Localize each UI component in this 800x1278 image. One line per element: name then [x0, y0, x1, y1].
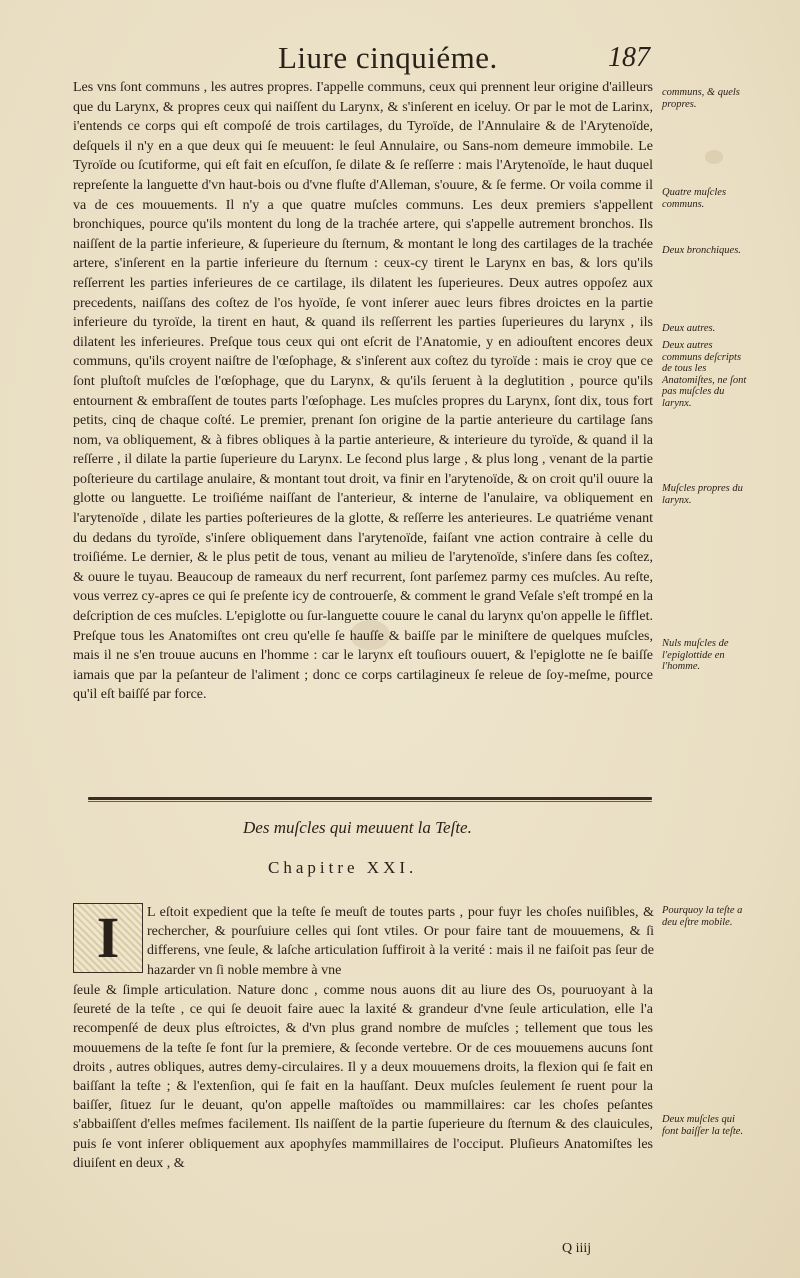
margin-note: Deux autres communs deſcripts de tous les Anatomiſtes, ne ſont pas muſcles du larynx.	[662, 340, 747, 409]
section-title: Des muſcles qui meuuent la Teſte.	[243, 818, 472, 837]
margin-note: Quatre muſcles communs.	[662, 187, 727, 210]
running-title: Liure cinquiéme.	[278, 40, 498, 75]
page-number: 187	[608, 42, 650, 73]
paragraph: Les vns ſont communs , les autres propres. I'appelle communs, ceux qui prennent leur origine d'ailleurs que du Larynx, & propres ceux qui naiſſent du Larynx, & s'inſerent en iceluy. Or par le mot de Larinx, i'entends ce corps qui eſt compoſé de trois cartilages, du Tyroïde, de l'Annulaire & de l'Arytenoïde, deſquels il n'y en a que deux qui ſe meuuent: le ſeul Annulaire, ou Sans-nom demeure immobile. Le Tyroïde ou ſcutiforme, qui eſt fait en eſcuſſon, ſe dilate & ſe reſſerre : mais l'Arytenoïde, le haut duquel repreſente la languette d'vn haut-bois ou d'vne fluſte d'Alleman, s'ouure, & ſe ferme. Or voila comme il va de ces mouuements. Il n'y a que quatre muſcles communs. Les deux premiers s'appellent bronchiques, pource qu'ils montent du long de la trachée artere, qui s'appelle autrement bronchos. Ils naiſſent de la partie inferieure, & ſuperieure du ſternum, & montant le long des cartilages de la trachée artere, s'inſerent en la partie inferieure du ſternum : ceux-cy tirent le Larynx en bas, & lors qu'ils reſſerrent les parties inferieures de ce cartilage, ils dilatent les ſuperieures. Deux autres oppoſez aux precedents, naiſſans des coſtez de l'os hyoïde, ſe vont inſerer auec leurs fibres droictes en la partie inferieure du tyroïde, la tirent en haut, & quand ils reſſerrent les parties ſuperieures du larynx , ils dilatent les inferieures. Preſque tous ceux qui ont eſcrit de l'Anatomie, y en adiouſtent encores deux communs, qu'ils croyent naiſtre de l'œſophage, & s'inſerent aux coſtez du tyroïde : mais ie croy que ce ſont pluſtoſt muſcles de l'œſophage, que du Larynx, & qu'ils ſeruent à la deglutition , pource qu'ils entournent & embraſſent de toutes parts l'œſophage. Les muſcles propres du Larynx, ſont dix, tous fort petits, cinq de chaque coſté. Le premier, prenant ſon origine de la partie anterieure du cartilage ſans nom, va obliquement, & à fibres obliques à la partie anterieure, & interieure du tyroïde, & quand il la reſſerre , il dilate la partie ſuperieure du Larynx. Le ſecond plus large , & plus long , venant de la partie poſterieure du cartilage anulaire, & montant tout droit, va finir en l'arytenoïde, & on croit qu'il ouure la glotte ou languette. Le troiſiéme naiſſant de l'anterieur, & interne de l'anulaire, va obliquement en l'arytenoïde , dilate les parties poſterieures de la glotte, & reſſerre les anterieures. Le quatriéme venant du dedans du tyroïde, s'inſere obliquement dans l'arytenoïde, faiſant vne action contraire à celle du troiſiéme. Le dernier, & le plus petit de tous, venant au milieu de l'arytenoïde, s'inſere dans ſes coſtez, & ouure le tuyau. Beaucoup de rameaux du nerf recurrent, ſont parſemez parmy ces muſcles. Au reſte, vous verrez cy-apres ce qui ſe preſente icy de controuerſe, & comment le grand Veſale s'eſt trompé en la deſcription de ces muſcles. L'epiglotte ou ſur-languette couure le canal du larynx qu'on appelle le ſifflet. Preſque tous les Anatomiſtes ont creu qu'elle ſe hauſſe & baiſſe par le miniſtere de quelques muſcles, mais il ne s'en trouue aucuns en l'homme : car le larynx eſt touſiours ouuert, & l'epiglotte ne ſe baiſſe iamais que par la peſanteur de l'aliment ; donc ce corps cartilagineux ſe releue de ſoy-meſme, pource qu'il eſt baiſſé par force.	[73, 80, 653, 703]
chapter-intro-lines	[147, 903, 654, 980]
margin-note: Muſcles propres du larynx.	[662, 483, 743, 506]
section-divider-thin	[88, 801, 652, 802]
running-head	[0, 40, 800, 80]
ornamental-initial	[73, 903, 143, 973]
paragraph: ſeule & ſimple articulation. Nature donc , comme nous auons dit au liure des Os, pouruoyant à la ſeureté de la teſte , ce qui ſe deuoit faire auec la laxité & grandeur d'vne ſeule articulation, elle l'a recompenſé de deux plus eſtroictes, & d'vn plus grand nombre de muſcles ; tellement que tous les mouuemens de la teſte ſe font ſur la premiere, & ſeconde vertebre. Or de ces mouuemens aucuns ſont droits , autres obliques, autres demy-circulaires. Il y a deux mouuemens droits, la flexion qui ſe fait en baiſſant la teſte ; & l'extenſion, qui ſe fait en la hauſſant. Deux muſcles ſeulement ſe ruent pour la baiſſer, ſituez ſur le deuant, qu'on appelle maſtoïdes ou mammillaires: car les choſes peſantes s'abbaiſſent d'elles meſmes facilement. Ils naiſſent de la partie ſuperieure du ſternum & des clauicules, puis ſe vont inſerer obliquement aux apophyſes mammillaires de l'occiput. Pluſieurs Anatomiſtes les diuiſent en deux , &	[73, 983, 653, 1171]
section-divider	[88, 797, 652, 800]
margin-note: Deux autres.	[662, 323, 716, 334]
drop-cap-letter: I	[96, 905, 120, 970]
body-text-block-2	[73, 981, 653, 1173]
margin-note: Deux muſcles qui font baiſſer la teſte.	[662, 1114, 744, 1137]
margin-note: Nuls muſcles de l'epiglottide en l'homme.	[662, 638, 729, 672]
margin-note: Pourquoy la teſte a deu eſtre mobile.	[662, 905, 743, 928]
paper-stain	[705, 150, 723, 164]
margin-note: communs, & quels propres.	[662, 87, 740, 110]
body-text-block-1	[73, 78, 653, 705]
signature-mark: Q iiij	[562, 1241, 592, 1256]
paragraph: L eſtoit expedient que la teſte ſe meuſt de toutes parts , pour fuyr les choſes nuiſibles, & rechercher, & pourſuiure celles qui ſont vtiles. Or pour faire tant de mouuemens, & ſi differens, vne ſeule, & laſche articulation ſuffiroit à la verité : mais il ne faiſoit pas ſeur de hazarder vn ſi noble membre à vne	[147, 905, 654, 978]
margin-note: Deux bronchiques.	[662, 245, 741, 256]
chapter-title: Chapitre XXI.	[268, 858, 418, 877]
